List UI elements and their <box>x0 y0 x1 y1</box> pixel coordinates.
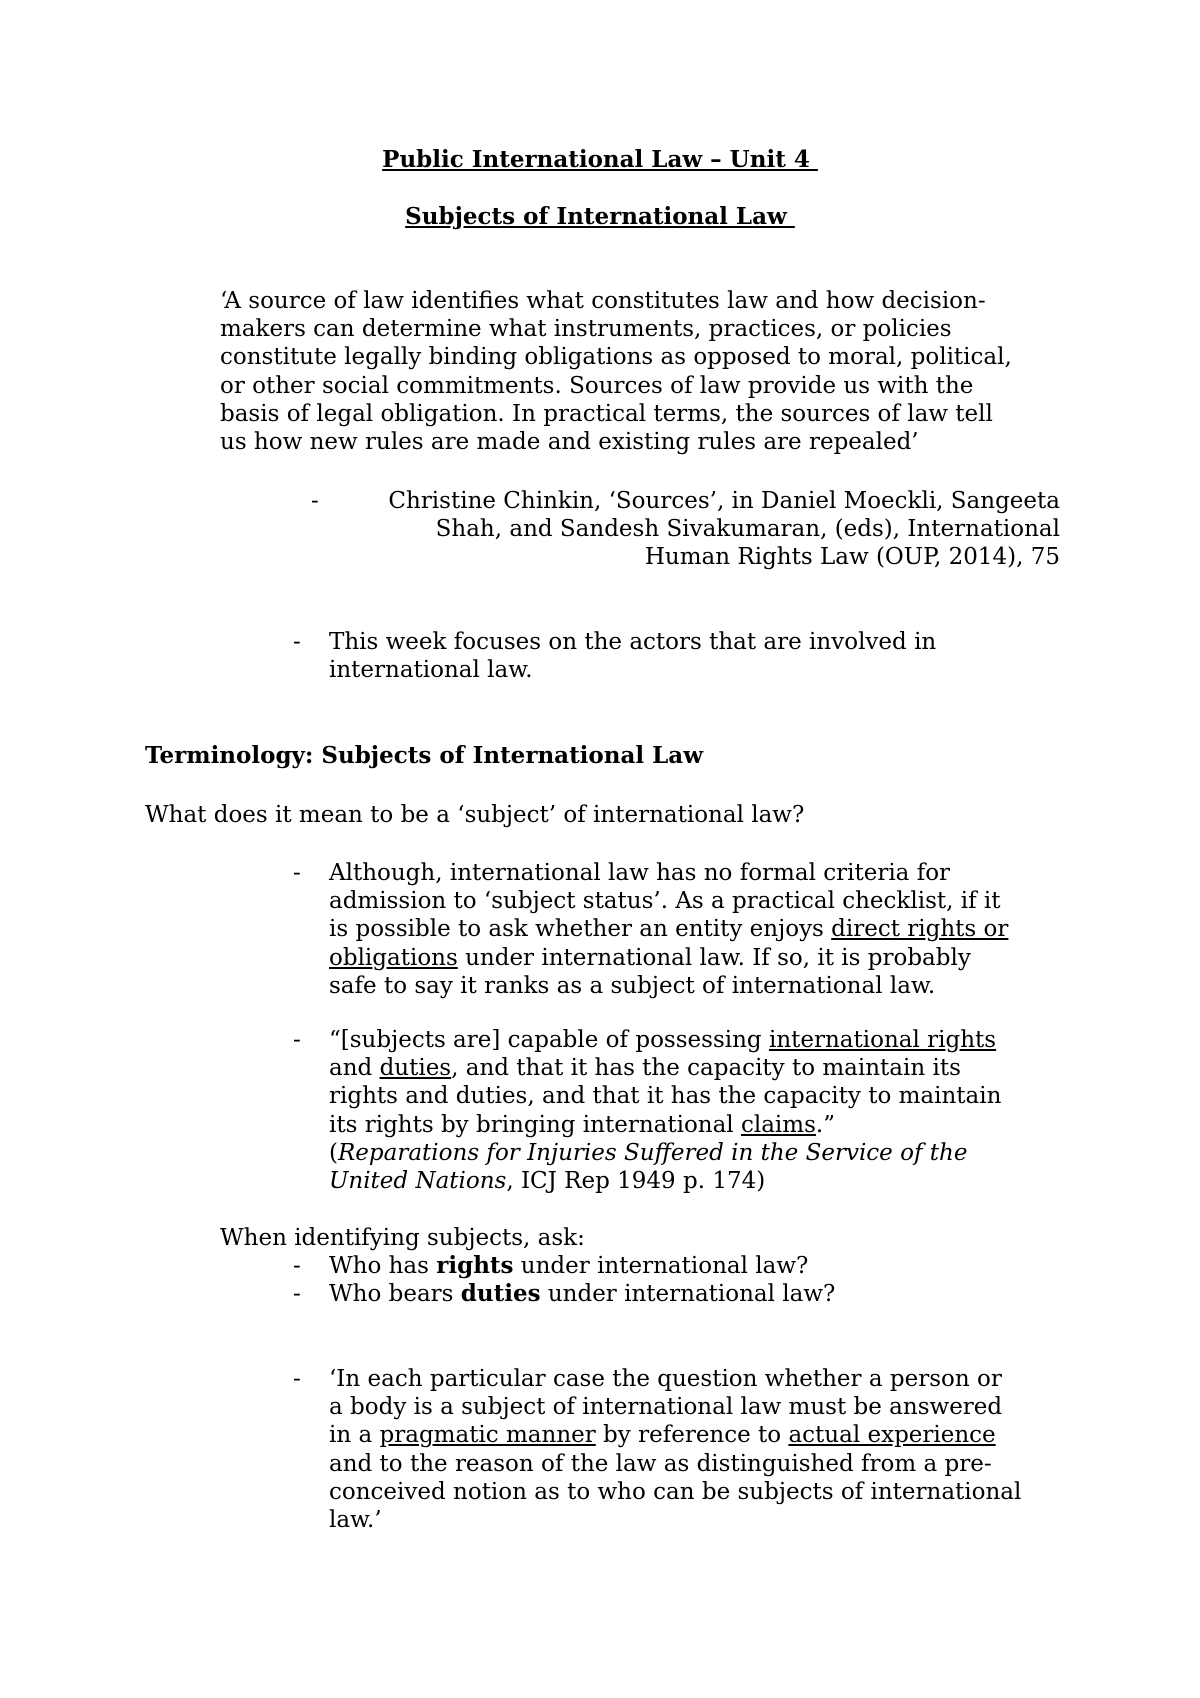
case-citation: United Nations <box>329 1168 507 1195</box>
bullet-dash: - <box>293 1027 301 1053</box>
quote-line: makers can determine what instruments, practices, or policies <box>220 316 952 343</box>
quote-line: or other social commitments. Sources of law provide us with the <box>220 372 974 399</box>
pragmatic-quote-bullet: ‘In each particular case the question whether a person or a body is a subject of international law must be answered in a pragmatic manner by reference to actual experience and to the reason of the law as distinguished from a pre- conceived notion as to who can be subjects of international law.’ <box>329 1366 1022 1534</box>
subject-status-bullet: Although, international law has no formal criteria for admission to ‘subject status’. As a practical checklist, if it is possible to ask whether an entity enjoys direct rights or obligations under international law. If so, it is probably safe to say it ranks as a subject of international law. <box>329 860 1009 999</box>
attribution-line: Shah, and Sandesh Sivakumaran, (eds), International <box>435 516 1060 543</box>
document-subtitle: Subjects of International Law <box>405 203 795 230</box>
quote-attribution <box>340 487 1060 572</box>
bullet-dash: - <box>293 1366 301 1392</box>
week-focus-bullet: This week focuses on the actors that are involved in international law. <box>329 629 937 684</box>
bullet-dash: - <box>293 1253 301 1279</box>
document-title: Public International Law – Unit 4 <box>382 146 818 173</box>
terminology-heading: Terminology: Subjects of International Law <box>145 742 704 769</box>
quote-line: basis of legal obligation. In practical terms, the sources of law tell <box>220 400 993 427</box>
attribution-line: Christine Chinkin, ‘Sources’, in Daniel Moeckli, Sangeeta <box>388 488 1060 514</box>
case-citation: Reparations for Injuries Suffered in the Service of the <box>337 1139 968 1166</box>
identify-intro: When identifying subjects, ask: <box>220 1225 585 1251</box>
attribution-dash: - <box>311 488 319 514</box>
reparations-quote-bullet: “[subjects are] capable of possessing international rights and duties, and that it has the capacity to maintain its rights and duties, and that it has the capacity to maintain its rights by bringing international claims.” (Reparations for Injuries Suffered in the Service of the United Nations, ICJ Rep 1949 p. 174) <box>329 1027 1002 1195</box>
rights-question: Who has rights under international law? <box>329 1252 809 1279</box>
underlined-phrase: pragmatic manner <box>379 1422 596 1449</box>
quote-line: us how new rules are made and existing rules are repealed’ <box>220 429 919 456</box>
bullet-dash: - <box>293 1281 301 1307</box>
underlined-phrase: direct rights or <box>831 916 1009 943</box>
subject-question: What does it mean to be a ‘subject’ of international law? <box>145 802 805 828</box>
quote-line: constitute legally binding obligations as opposed to moral, political, <box>220 344 1012 371</box>
quote-line: ‘A source of law identifies what constitutes law and how decision- <box>220 288 986 314</box>
opening-quote <box>220 287 1100 456</box>
underlined-phrase: obligations <box>329 944 458 971</box>
underlined-phrase: actual experience <box>788 1422 996 1449</box>
duties-question: Who bears duties under international law? <box>329 1280 836 1307</box>
bullet-dash: - <box>293 860 301 886</box>
bullet-dash: - <box>293 629 301 655</box>
underlined-phrase: duties <box>379 1055 452 1082</box>
underlined-phrase: claims <box>740 1111 816 1138</box>
attribution-line: Human Rights Law (OUP, 2014), 75 <box>644 544 1060 571</box>
underlined-phrase: international rights <box>768 1027 997 1053</box>
